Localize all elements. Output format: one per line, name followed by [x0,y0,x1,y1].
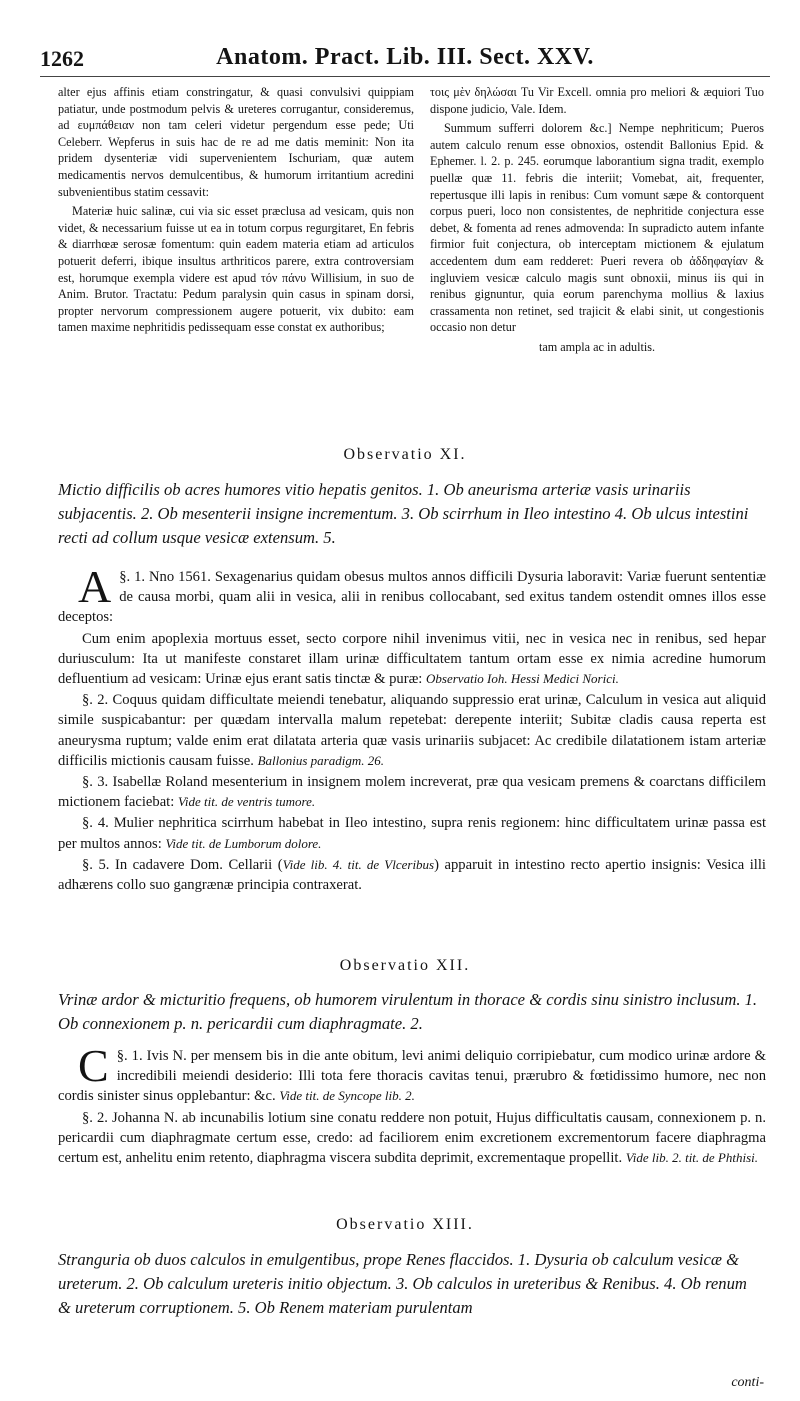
paragraph-text: In cadavere Dom. Cellarii ( [114,856,283,873]
observation-11-paragraph-5 [58,855,766,895]
source-citation: Vide tit. de Syncope lib. 2. [279,1088,415,1104]
section-mark: §. 2. [82,692,109,709]
observation-13-heading: Observatio XIII. [336,1216,474,1233]
section-mark: §. 1. [119,569,146,585]
paragraph-text: Isabellæ Roland mesenterium in insignem molem increverat, præ qua vesicam premens & coarctans difficilem mictionem faciebat: [58,774,766,811]
source-citation: Vide lib. 4. tit. de Vlceribus [282,856,435,872]
observation-12-paragraph-1 [58,1040,766,1107]
right-paragraph-closing: tam ampla ac in adultis. [538,339,656,354]
section-mark: §. 5. [82,856,110,873]
observation-11-paragraph-1b [58,629,766,690]
section-mark: §. 2. [82,1109,108,1126]
paragraph-text: Coquus quidam difficultate meiendi tenebatur, aliquando suppressio erat urinæ, Calculum in vesica aut aliquid simile suspicabantur: per quædam intervalla malum repetebat: derepente interiit; Subitæ cladis causa reperta est aneurysma ruptum; valde enim erat dilatata arteria quæ vasis urinariis subjacet: Ac credibile dilatationem istam arteriæ difficilis mictionis causam fuisse. [58,692,766,769]
paragraph-text: Cum enim apoplexia mortuus esset, secto corpore nihil invenimus vitii, nec in vesica nec in renibus, sed hepar duriusculum: Ita ut manifeste constaret illam urinæ difficultatem tantum ortam esse ex nimia acredine humorum defluentium ad vesicam: Urinæ ejus erant satis tinctæ & puræ: [58,630,766,688]
left-column [58,84,414,339]
observation-11-paragraph-1 [58,561,766,628]
observation-11-body [58,561,766,896]
observation-12-heading: Observatio XII. [339,957,471,974]
paragraph-text: ) apparuit in intestino recto apertio insignis: Vesica illi adhærens collo suo gangrænæ principia contraxerat. [58,856,766,894]
section-mark: §. 1. [116,1048,143,1064]
paragraph-text: Ivis N. per mensem bis in die ante obitum, levi animi deliquio corripiebatur, cum modico urinæ ardore & incredibili meiendi desiderio: Illi tota fere thoracis cavitas tenui, prærubro & fœtidissimo humore, nec non cordis sinister sinus opplebantur: &c. [58,1048,766,1105]
source-citation: Vide lib. 2. tit. de Phthisi. [625,1150,759,1166]
observation-11-paragraph-2 [58,690,766,771]
source-citation: Ballonius paradigm. 26. [257,752,384,768]
observation-13-title: Stranguria ob duos calculos in emulgentibus, prope Renes flaccidos. 1. Dysuria ob calculum vesicæ & ureterum. 2. Ob calculum ureteris initio objectum. 3. Ob calculos in ureteribus & Renibus. 4. Ob renum & ureterum corruptionem. 5. Ob Renem materiam purulentam [58,1250,747,1317]
paragraph-text: Nno 1561. Sexagenarius quidam obesus multos annos difficili Dysuria laboravit: Variæ fuerunt sententiæ de causa morbi, quam alii in vesica, alii in renibus collocabant, sed exitus tandem ostendit omnes illos esse deceptos: [58,569,766,626]
section-mark: §. 4. [82,815,109,832]
drop-capital: C [78,1040,109,1091]
observation-11-paragraph-4 [58,813,766,853]
observation-12-body [58,1040,766,1169]
observation-11-title: Mictio difficilis ob acres humores vitio hepatis genitos. 1. Ob aneurisma arteriæ vasis urinariis subjacentis. 2. Ob mesenterii insigne incrementum. 3. Ob scirrhum in Ileo intestino 4. Ob ulcus intestini recti ad collum usque vesicæ extensum. 5. [58,480,749,547]
observation-11-heading: Observatio XI. [343,446,467,463]
observation-12-paragraph-2 [58,1108,766,1169]
source-citation: Observatio Ioh. Hessi Medici Norici. [426,671,619,687]
drop-capital: A [78,561,112,612]
paragraph-text: Mulier nephritica scirrhum habebat in Ileo intestino, supra renis regionem: hinc difficultatem urinæ passa est per multos annos: [58,815,766,852]
page-number: 1262 [40,46,84,71]
running-head-title: Anatom. Pract. Lib. III. Sect. XXV. [216,44,594,70]
source-citation: Vide tit. de ventris tumore. [177,794,316,810]
observation-11-paragraph-3 [58,772,766,812]
right-column [430,84,764,359]
catchword: conti- [731,1375,764,1390]
paragraph-text: Johanna N. ab incunabilis lotium sine conatu reddere non potuit, Hujus difficultatis causam, connexionem p. n. pericardii cum diaphragmate certum esse, credo: ad faciliorem enim excretionem excrementorum facere diaphragma certum est, anhelitu enim retento, diaphragma viscera subdita deprimit, excrementaque propellit. [58,1109,766,1167]
section-mark: §. 3. [82,774,109,791]
right-paragraph-1: τοις μὲν δηλώσαι Tu Vir Excell. omnia pro meliori & æquiori Tuo dispone judicio, Vale. Idem. [430,85,764,116]
running-header [40,42,770,77]
source-citation: Vide tit. de Lumborum dolore. [165,835,322,851]
right-paragraph-2: Summum sufferri dolorem &c.] Nempe nephriticum; Pueros autem calculo renum esse obnoxios, ostendit Ballonius Epid. & Ephemer. l. 2. p. 245. eorumque laborantium signa tradit, exemplo puellæ quæ 11. febris die interiit; Vomebat, ait, frequenter, repertusque illi lapis in renibus: Cum vomunt sæpe & contorquent corpus pueri, loco non consistentes, de nephritide conjectura esse debet, & fomenta ad renes admovenda: In supradicto autem infante firmior fuit conjectura, ob interceptam mictionem & ejulatum accedentem dum eam redderet: Pueri revera ob ἀδδηφαγίαν & ingluviem vesicæ calculo magis sunt obnoxii, minus iis qui in renibus gignuntur, quia eorum parenchyma mollius & laxius crassamenta non retinet, sed trajicit & elabi sinit, ut congestionis occasio non detur [430,121,764,335]
observation-12-title: Vrinæ ardor & micturitio frequens, ob humorem virulentum in thorace & cordis sinu sinistro inclusum. 1. Ob connexionem p. n. pericardii cum diaphragmate. 2. [58,990,758,1033]
left-paragraph-1: alter ejus affinis etiam constringatur, & quasi convulsivi quippiam patiatur, unde postmodum pelvis & ureteres corrugantur, consideremus, ad ευμπάθειαν non tam celeri videtur pergendum esse pede; Uti Celeberr. Wepferus in suis hac de re ad me datis meminit: Non ita pridem dysenteriæ vidi supervenientem Ischuriam, quæ autem medicamentis nervos demulcentibus, & humorum irritantium acredini subvenientibus statim cessavit: [58,85,414,199]
left-paragraph-2: Materiæ huic salinæ, cui via sic esset præclusa ad vesicam, quis non videt, & necessarium fuisse ut ea in totum corpus regurgitaret, En febris & diarrhœæ serosæ fomentum: quin eadem materia etiam ad articulos potuerit deferri, ibique insultus arthriticos parere, extra controversiam est, horumque exempla videre est apud τόν πάνυ Willisium, in suo de Anim. Brutor. Tractatu: Pedum paralysin quin casus in spinam dorsi, propter nervorum compressionem augere potuerit, vix dubito: eam tamen maxime nephritidis pedissequam esse constat ex authoribus; [58,204,414,335]
